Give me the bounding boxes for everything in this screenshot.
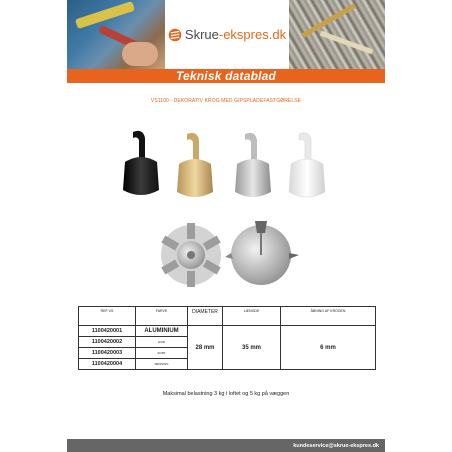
hook-aluminium — [235, 133, 271, 197]
fixing-underside — [161, 223, 221, 287]
brand-logo — [165, 0, 289, 69]
table-header-row — [79, 307, 376, 326]
opening-cell: 6 mm — [281, 326, 376, 370]
ref-cell: 1100420001 — [79, 326, 136, 337]
footer-bar — [67, 439, 385, 452]
hook-white — [289, 133, 325, 197]
header-color: FARVE — [136, 307, 188, 326]
table-row — [79, 326, 376, 337]
screws-photo — [289, 0, 385, 69]
fixing-detail-image — [155, 219, 300, 289]
hook-black — [123, 131, 159, 195]
length-cell: 35 mm — [223, 326, 281, 370]
title-bar — [67, 69, 385, 83]
ref-cell: 1100420003 — [79, 348, 136, 359]
header-length: LÆNGDE — [223, 307, 281, 326]
header-banner — [67, 0, 385, 69]
tools-photo — [67, 0, 165, 69]
load-note: Maksimal belastning 3 kg i loftet og 5 kg på væggen — [162, 391, 290, 397]
page-title: Teknisk datablad — [175, 69, 277, 83]
header-opening: ÅBNING AF KROGEN — [281, 307, 376, 326]
screw-logo-icon — [168, 28, 182, 42]
ref-cell: 1100420004 — [79, 359, 136, 370]
diameter-cell: 28 mm — [188, 326, 223, 370]
color-cell: SORT — [136, 348, 188, 359]
spec-table — [78, 306, 376, 370]
product-subtitle: VS1100 - DEKORATIV KROG MED GIPSPLADEFASTGØRELSE — [150, 98, 302, 104]
color-cell: ALUMINIUM — [136, 326, 188, 337]
header-ref: REF VS — [79, 307, 136, 326]
brand-name: Skrue-ekspres.dk — [184, 27, 287, 42]
fixing-side — [225, 221, 299, 285]
color-cell: MESSING — [136, 359, 188, 370]
hook-brass — [177, 133, 213, 197]
ref-cell: 1100420002 — [79, 337, 136, 348]
footer-email[interactable]: kundeservice@skrue-ekspres.dk — [293, 442, 379, 449]
color-cell: HVID — [136, 337, 188, 348]
header-diameter: DIAMETER — [188, 307, 223, 326]
hook-finishes-image — [115, 128, 335, 200]
